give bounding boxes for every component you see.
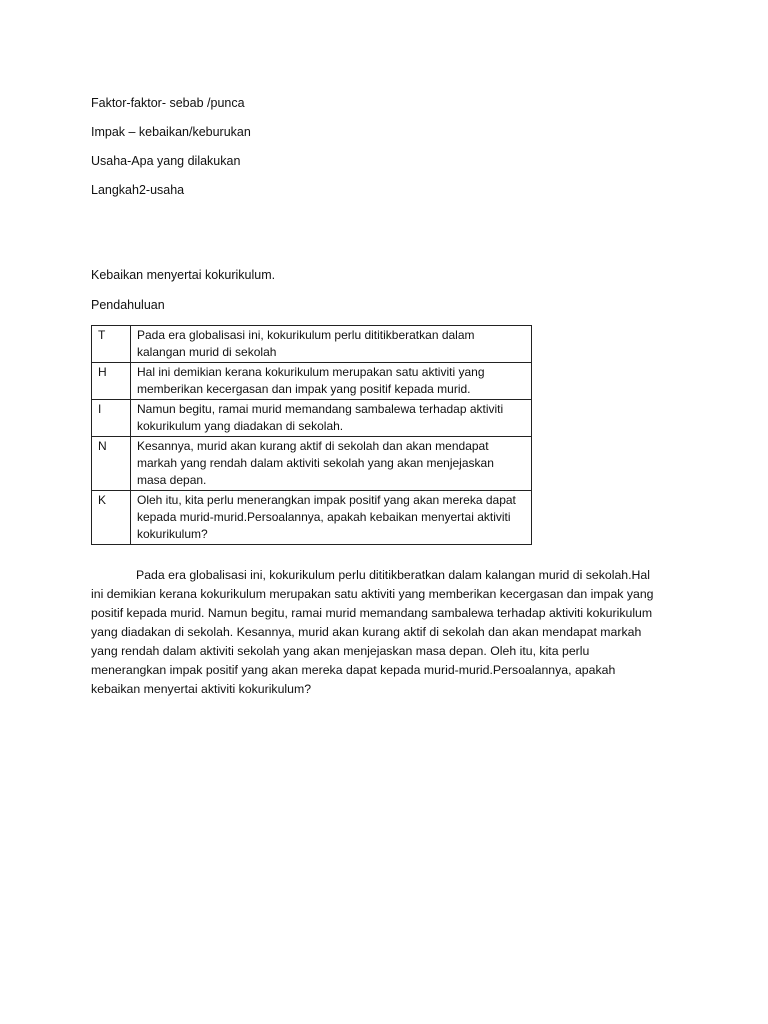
table-row bbox=[92, 491, 532, 545]
header-line-langkah: Langkah2-usaha bbox=[91, 183, 185, 197]
row-text: Hal ini demikian kerana kokurikulum merupakan satu aktiviti yang memberikan kecergasan dan impak yang positif kepada murid. bbox=[131, 363, 532, 400]
table-row bbox=[92, 437, 532, 491]
table-row bbox=[92, 326, 532, 363]
header-line-impak: Impak – kebaikan/keburukan bbox=[91, 125, 251, 139]
header-line-faktor: Faktor-faktor- sebab /punca bbox=[91, 96, 245, 110]
row-text: Namun begitu, ramai murid memandang sambalewa terhadap aktiviti kokurikulum yang diadakan di sekolah. bbox=[131, 400, 532, 437]
table-row bbox=[92, 363, 532, 400]
row-key: I bbox=[92, 400, 131, 437]
section-heading: Pendahuluan bbox=[91, 298, 165, 312]
row-key: T bbox=[92, 326, 131, 363]
outline-table bbox=[91, 325, 532, 545]
row-text: Oleh itu, kita perlu menerangkan impak positif yang akan mereka dapat kepada murid-murid.Persoalannya, apakah kebaikan menyertai aktiviti kokurikulum? bbox=[131, 491, 532, 545]
row-key: N bbox=[92, 437, 131, 491]
document-title: Kebaikan menyertai kokurikulum. bbox=[91, 268, 276, 282]
body-paragraph: Pada era globalisasi ini, kokurikulum perlu dititikberatkan dalam kalangan murid di sekolah.Hal ini demikian kerana kokurikulum merupakan satu aktiviti yang memberikan kecergasan dan impak yang positif kepada murid. Namun begitu, ramai murid memandang sambalewa terhadap aktiviti kokurikulum yang diadakan di sekolah. Kesannya, murid akan kurang aktif di sekolah dan akan mendapat markah yang rendah dalam aktiviti sekolah yang akan menjejaskan masa depan. Oleh itu, kita perlu menerangkan impak positif yang akan mereka dapat kepada murid-murid.Persoalannya, apakah kebaikan menyertai aktiviti kokurikulum? bbox=[91, 568, 654, 696]
table-row bbox=[92, 400, 532, 437]
row-text: Pada era globalisasi ini, kokurikulum perlu dititikberatkan dalam kalangan murid di sekolah bbox=[131, 326, 532, 363]
row-text: Kesannya, murid akan kurang aktif di sekolah dan akan mendapat markah yang rendah dalam aktiviti sekolah yang akan menjejaskan masa depan. bbox=[131, 437, 532, 491]
row-key: K bbox=[92, 491, 131, 545]
row-key: H bbox=[92, 363, 131, 400]
header-line-usaha: Usaha-Apa yang dilakukan bbox=[91, 154, 241, 168]
